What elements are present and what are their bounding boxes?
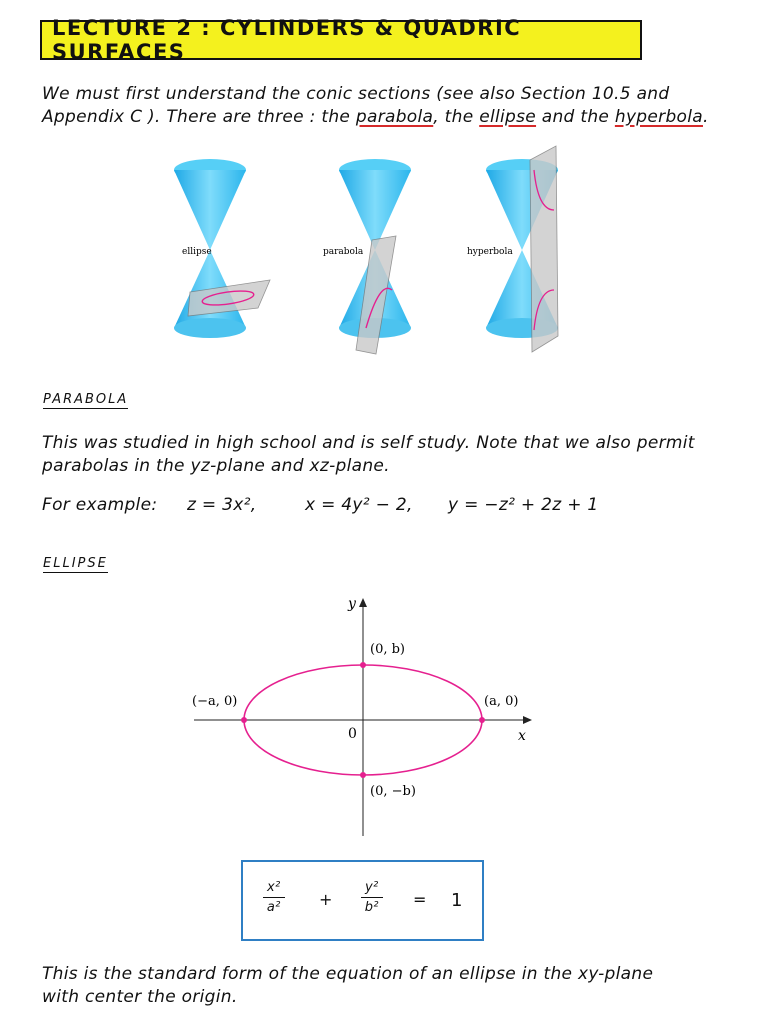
- origin-label: 0: [348, 726, 357, 742]
- vertex-top: [360, 662, 366, 668]
- intro-line-2-start: Appendix C ). There are three : the: [42, 107, 351, 127]
- vertex-bottom: [360, 772, 366, 778]
- intro-line-1: We must first understand the conic sections (see also Section 10.5 and: [42, 84, 670, 104]
- hyperbola-cone: [467, 146, 558, 352]
- cone-label-hyperbola: hyperbola: [467, 247, 513, 257]
- ellipse-graph: [180, 590, 540, 840]
- closing-line-1: This is the standard form of the equation of an ellipse in the xy-plane: [42, 964, 654, 984]
- ellipse-equation-box: [241, 860, 484, 941]
- x-axis-arrow-icon: [523, 716, 532, 724]
- y-axis-label: y: [348, 596, 356, 612]
- ellipse-cone: [174, 159, 270, 338]
- conic-sections-figure: [170, 140, 570, 360]
- y-fraction-numerator: y²: [361, 880, 383, 898]
- parabola-line-2: parabolas in the yz-plane and xz-plane.: [42, 456, 390, 476]
- equals-sign: =: [413, 890, 427, 909]
- ellipse-heading: ELLIPSE: [43, 556, 108, 571]
- example-label: For example:: [42, 495, 158, 515]
- plus-sign: +: [319, 890, 333, 909]
- vertex-left: [241, 717, 247, 723]
- intro-line-2: [42, 107, 709, 127]
- x-fraction-denominator: a²: [266, 900, 281, 915]
- y-fraction-denominator: b²: [364, 900, 379, 915]
- x-fraction: [263, 880, 285, 915]
- vertex-right: [479, 717, 485, 723]
- y-axis-arrow-icon: [359, 598, 367, 607]
- point-label-bottom: (0, −b): [370, 784, 416, 799]
- period: .: [702, 107, 709, 127]
- words-and-the: and the: [541, 107, 610, 127]
- point-label-left: (−a, 0): [192, 694, 238, 709]
- example-1: z = 3x²,: [187, 495, 257, 515]
- point-label-right: (a, 0): [484, 694, 519, 709]
- parabola-line-1: This was studied in high school and is self study. Note that we also permit: [42, 433, 695, 453]
- comma: ,: [433, 107, 439, 127]
- cone-label-parabola: parabola: [323, 247, 364, 257]
- point-label-top: (0, b): [370, 642, 406, 657]
- y-fraction: [361, 880, 383, 915]
- x-axis-label: x: [518, 728, 526, 744]
- word-the: the: [438, 107, 474, 127]
- term-hyperbola: hyperbola: [614, 107, 703, 127]
- lecture-title: LECTURE 2 : CYLINDERS & QUADRIC SURFACES: [52, 16, 522, 64]
- example-3: y = −z² + 2z + 1: [448, 495, 599, 515]
- term-parabola: parabola: [355, 107, 434, 127]
- parabola-heading: PARABOLA: [43, 392, 129, 407]
- parabola-cone: [323, 159, 411, 354]
- cone-label-ellipse: ellipse: [182, 247, 212, 257]
- example-2: x = 4y² − 2,: [305, 495, 413, 515]
- x-fraction-numerator: x²: [263, 880, 285, 898]
- closing-line-2: with center the origin.: [42, 987, 238, 1007]
- term-ellipse: ellipse: [479, 107, 537, 127]
- lecture-title-banner: [40, 16, 642, 64]
- right-hand-side: 1: [451, 890, 463, 911]
